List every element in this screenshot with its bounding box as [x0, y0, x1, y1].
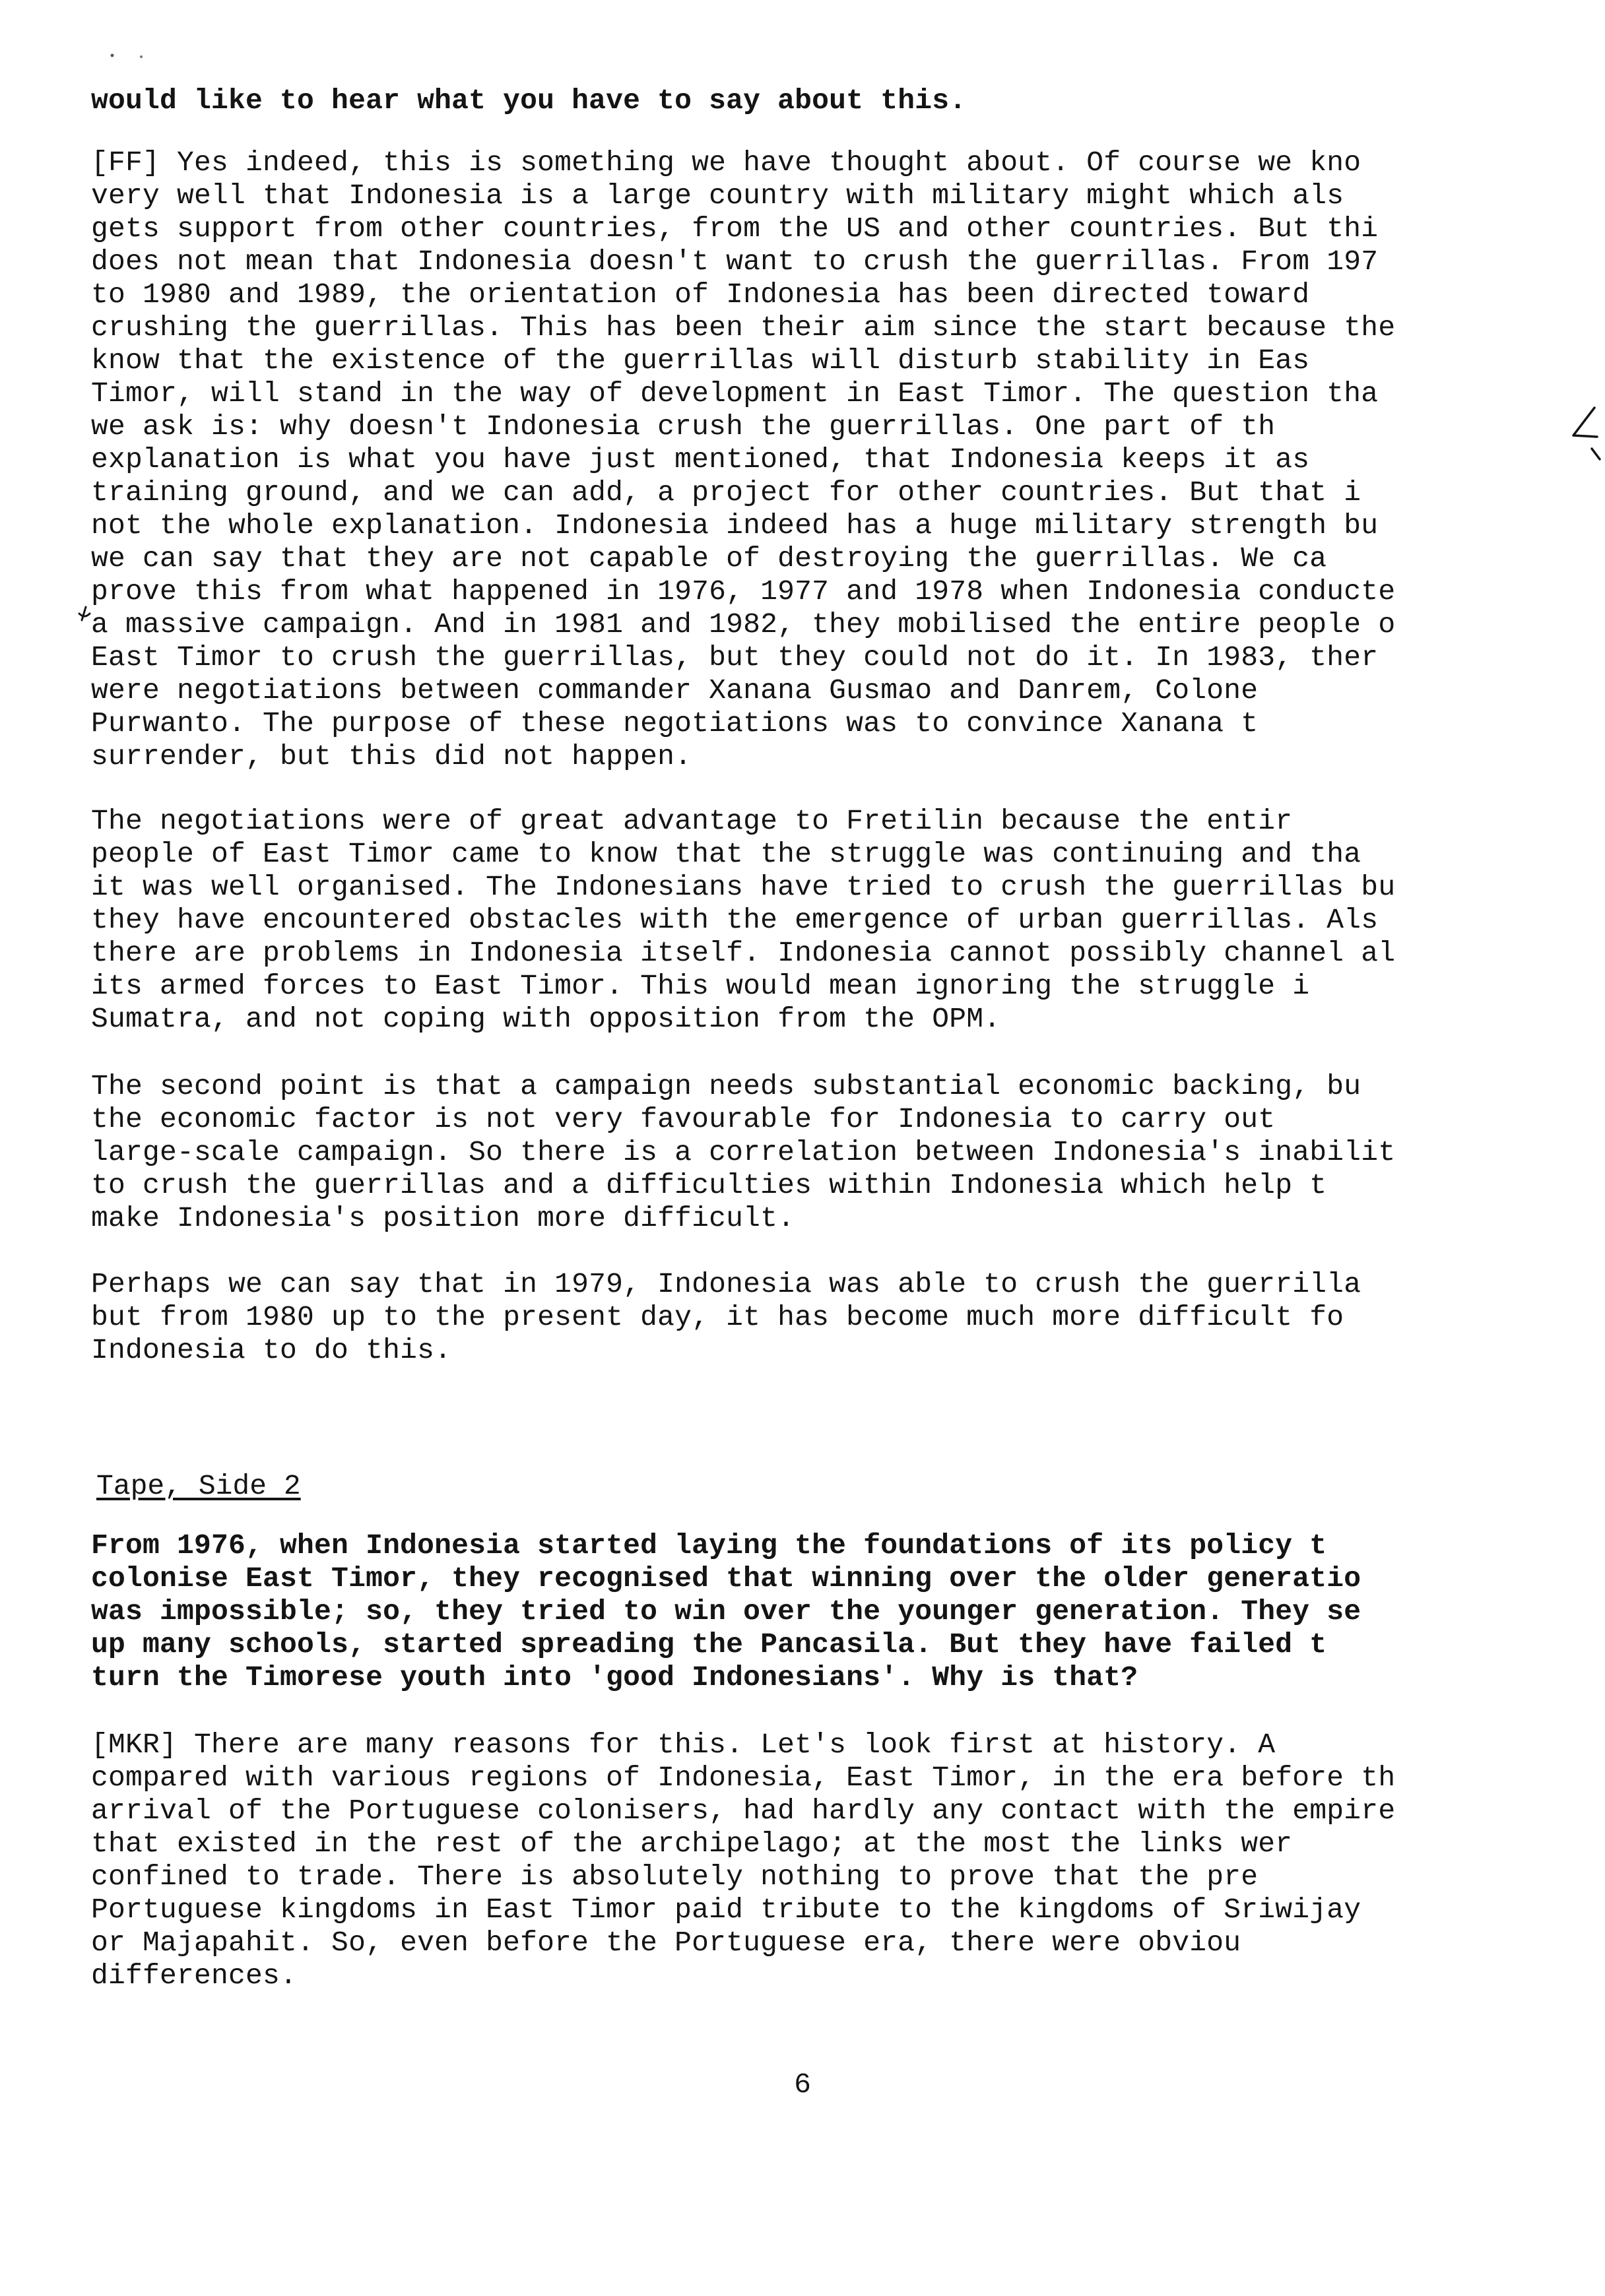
negotiations-paragraph: The negotiations were of great advantage to Fretilin because the entir people of East Timor came to know that the struggle was continuing and tha it was well organised. The Indonesians have tried to crush the guerrillas bu they have encountered obstacles with the emergence of urban guerrillas. Als there are problems in Indonesia itself. Indonesia cannot possibly channel al its armed forces to East Timor. This would mean ignoring the struggle i Sumatra, and not coping with opposition from the OPM. — [91, 805, 1396, 1035]
economic-point-paragraph: The second point is that a campaign needs substantial economic backing, bu the economic factor is not very favourable for Indonesia to carry out large-scale campaign. So there is a correlation between Indonesia's inabilit to crush the guerrillas and a difficulties within Indonesia which help t make Indonesia's position more difficult. — [91, 1070, 1396, 1234]
page-number: 6 — [794, 2068, 811, 2101]
corner-specks — [92, 45, 172, 65]
conclusion-paragraph: Perhaps we can say that in 1979, Indonesia was able to crush the guerrilla but from 1980 up to the present day, it has become much more difficult fo Indonesia to do this. — [91, 1268, 1361, 1366]
mkr-answer-paragraph: [MKR] There are many reasons for this. Let's look first at history. A compared with various regions of Indonesia, East Timor, in the era before th arrival of the Portuguese colonisers, had hardly any contact with the empire that existed in the rest of the archipelago; at the most the links wer confined to trade. There is absolutely nothing to prove that the pre Portuguese kingdoms in East Timor paid tribute to the kingdoms of Sriwijay or Majapahit. So, even before the Portuguese era, there were obviou differences. — [91, 1729, 1396, 1992]
handwritten-arrow-mark — [1564, 404, 1602, 467]
youth-question-paragraph: From 1976, when Indonesia started laying the foundations of its policy t colonise East Timor, they recognised that winning over the older generatio was impossible; so, they tried to win over the younger generation. They se up many schools, started spreading the Pancasila. But they have failed t turn the Timorese youth into 'good Indonesians'. Why is that? — [91, 1529, 1361, 1694]
question-continuation-paragraph: would like to hear what you have to say about this. — [91, 84, 967, 117]
tape-side-heading: Tape, Side 2 — [96, 1470, 301, 1502]
ff-answer-paragraph: [FF] Yes indeed, this is something we have thought about. Of course we kno very well that Indonesia is a large country with military might which als gets support from other countries, from the US and other countries. But thi does not mean that Indonesia doesn't want to crush the guerrillas. From 197 to 1980 and 1989, the orientation of Indonesia has been directed toward crushing the guerrillas. This has been their aim since the start because the know that the existence of the guerrillas will disturb stability in Eas Timor, will stand in the way of development in East Timor. The question tha we ask is: why doesn't Indonesia crush the guerrillas. One part of th explanation is what you have just mentioned, that Indonesia keeps it as training ground, and we can add, a project for other countries. But that i not the whole explanation. Indonesia indeed has a huge military strength bu we can say that they are not capable of destroying the guerrillas. We ca prove this from what happened in 1976, 1977 and 1978 when Indonesia conducte a massive campaign. And in 1981 and 1982, they mobilised the entire people o East Timor to crush the guerrillas, but they could not do it. In 1983, ther were negotiations between commander Xanana Gusmao and Danrem, Colone Purwanto. The purpose of these negotiations was to convince Xanana t surrender, but this did not happen. — [91, 146, 1396, 773]
